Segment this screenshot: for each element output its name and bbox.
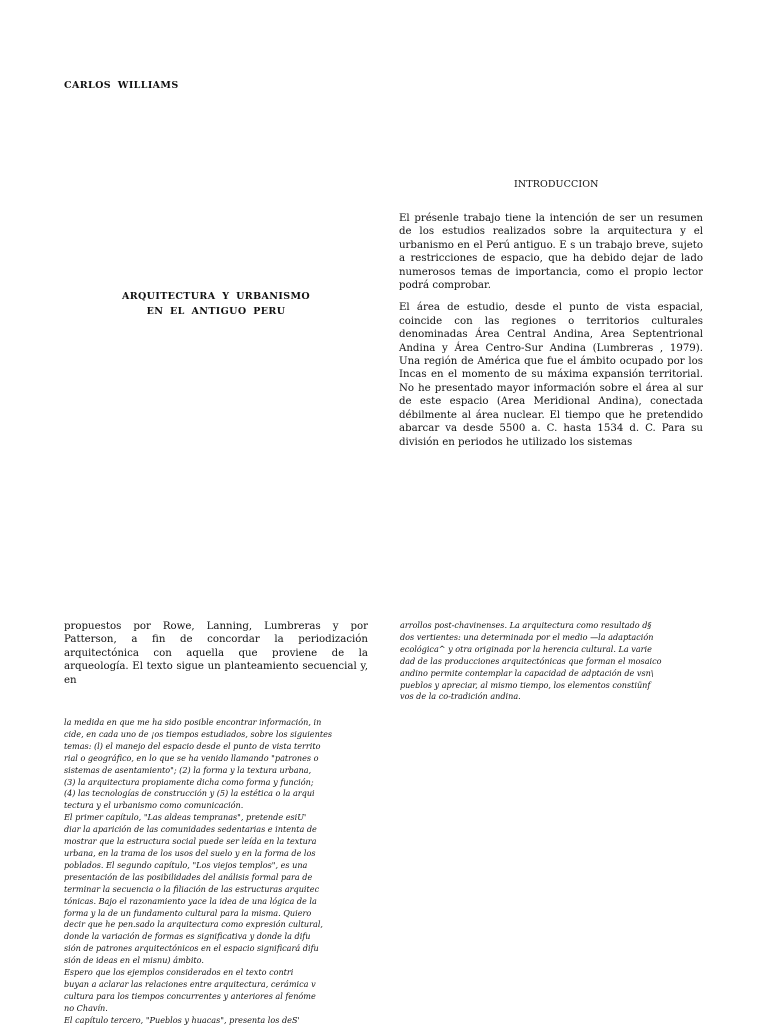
title-line-2: EN EL ANTIGUO PERU — [146, 306, 286, 317]
intro-column — [399, 212, 703, 449]
section-heading: INTRODUCCION — [514, 179, 599, 190]
document-title — [118, 289, 314, 319]
bottom-paragraph: la medida en que me ha sido posible encontrar información, in cide, en cada uno de ¡os tiempos estudiados, sobre los siguientes temas: (l) el manejo del espacio desde el punto de vista territo rial o geográfico, en lo que se ha venido llamando "patrones o sistemas de asentamiento"; (2) la forma y la textura urbana, (3) la arquitectura propiamente dicha como forma y función; (4) las tecnologías de construcción y (5) la estética o la arqui tectura y el urbanismo como comunicación. El primer capítulo, "Las aldeas tempranas", pretende esiU' diar la aparición de las comunidades sedentarias e intenta de mostrar que la estructura social puede ser leída en la textura urbana, en la trama de los usos del suelo y en la forma de los poblados. El segundo capítulo, "Los viejos templos", es una presentación de las posibilidades del análisis formal para de terminar la secuencia o la filiación de las estructuras arquitec tónicas. Bajo el razonamiento yace la idea de una lógica de la forma y la de un fundamento cultural para la misma. Quiero decir que he pen.sado la arquitectura como expresión cultural, donde la variación de formas es significativa y donde la difu sión de patrones arquitectónicos en el espacio significará difu sión de ideas en el misnu) ámbito. Espero que los ejemplos considerados en el texto contri buyan a aclarar las relaciones entre arquitectura, cerámica v cultura para los tiempos concurrentes y anteriores al fenóme no Chavín. El capítulo tercero, "Pueblos y huacas", presenta los deS' — [64, 717, 333, 1025]
right-note-paragraph: arrollos post-chavinenses. La arquitectura como resultado d§ dos vertientes: una determinada por el medio —la adaptación ecológica^ y otra originada por la herencia cultural. La varie dad de las producciones arquitectónicas que forman el mosaico andino permite contemplar la capacidad de adptación de vsn\ pueblos y apreciar, al mismo tiempo, los elementos constiünf vos de la co-tradición andina. — [400, 620, 662, 702]
intro-paragraph-1: El présenle trabajo tiene la intención de ser un resumen de los estudios realizados sobre la arquitectura y el urbanismo en el Perú antiguo. E s un trabajo breve, sujeto a restricciones de espacio, que ha debido dejar de lado numerosos temas de importancia, como el propio lector podrá comprobar. — [399, 213, 703, 292]
intro-paragraph-2: El área de estudio, desde el punto de vista espacial, coincide con las regiones o territorios culturales denominadas Área Central Andina, Area Septentrional Andina y Área Centro-Sur Andina (Lumbreras , 1979). Una región de América que fue el ámbito ocupado por los Incas en el momento de su máxima expansión territorial. No he presentado mayor información sobre el área al sur de este espacio (Area Meridional Andina), conectada débilmente al área nuclear. El tiempo que he pretendido abarcar va desde 5500 a. C. hasta 1534 d. C. Para su división en periodos he utilizado los sistemas — [399, 302, 703, 448]
author-name: CARLOS WILLIAMS — [64, 80, 179, 91]
continuation-paragraph — [64, 620, 368, 687]
title-line-1: ARQUITECTURA Y URBANISMO — [121, 291, 311, 302]
continuation-text: propuestos por Rowe, Lanning, Lumbreras y por Patterson, a fin de concordar la periodización arquitectónica con aquella que proviene de la arqueología. El texto sigue un planteamiento secuencial y, en — [64, 621, 368, 686]
